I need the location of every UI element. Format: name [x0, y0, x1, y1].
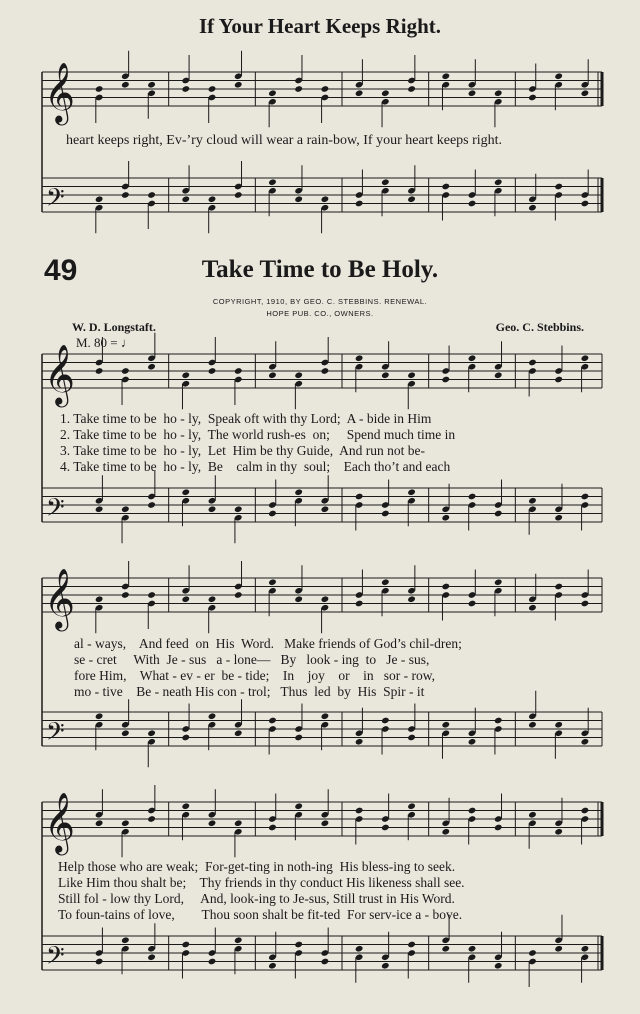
note-head	[468, 493, 477, 501]
verse-line: al - ways, And feed on His Word. Make friends of God’s chil-dren;	[74, 636, 462, 651]
note-head	[468, 738, 477, 746]
note-head	[407, 802, 416, 810]
note-head	[581, 354, 590, 362]
note-head	[208, 958, 217, 966]
note-head	[121, 819, 130, 827]
note-head	[208, 195, 217, 203]
note-head	[181, 941, 190, 949]
note-head	[95, 595, 104, 603]
note-head	[441, 514, 450, 522]
bass-clef: 𝄢	[46, 941, 65, 975]
note-head	[381, 371, 390, 379]
note-head	[528, 359, 537, 367]
note-head	[407, 595, 416, 603]
hymn-title: Take Time to Be Holy.	[201, 256, 439, 283]
note-head	[554, 376, 563, 384]
note-head	[321, 195, 330, 203]
note-head	[208, 85, 217, 93]
note-head	[441, 583, 450, 591]
verse-line: 4. Take time to be ho - ly, Be calm in thy soul; Each tho’t and each	[60, 459, 451, 474]
note-head	[321, 958, 330, 966]
note-head	[121, 81, 130, 89]
verse-line: Like Him thou shalt be; Thy friends in thy conduct His likeness shall see.	[58, 875, 465, 890]
verse-line: To foun-tains of love, Thou soon shalt be fit-ted For serv-ice a - bove.	[58, 907, 463, 922]
note-head	[381, 962, 390, 970]
note-head	[147, 81, 156, 89]
note-head	[381, 578, 390, 586]
note-head	[147, 363, 156, 371]
top-hymn-lyric: heart keeps right, Ev-’ry cloud will wear a rain-bow, If your heart keeps right.	[66, 133, 503, 148]
note-head	[407, 371, 416, 379]
note-head	[234, 819, 243, 827]
note-head	[468, 807, 477, 815]
composer: Geo. C. Stebbins.	[495, 320, 584, 334]
note-head	[528, 94, 537, 102]
note-head	[554, 183, 563, 191]
note-head	[268, 962, 277, 970]
note-head	[181, 371, 190, 379]
note-head	[181, 595, 190, 603]
note-head	[554, 945, 563, 953]
note-head	[234, 936, 243, 944]
note-head	[234, 81, 243, 89]
verse-line: Still fol - low thy Lord, And, look-ing to Je-sus, Still trust in His Word.	[58, 891, 455, 906]
tempo-marking: M. 80 = ♩	[76, 335, 134, 350]
note-head	[554, 583, 563, 591]
note-head	[294, 488, 303, 496]
note-head	[528, 497, 537, 505]
note-head	[554, 721, 563, 729]
treble-clef: 𝄞	[44, 62, 76, 123]
tempo-label: M. 80 =	[76, 335, 118, 350]
note-head	[234, 191, 243, 199]
note-head	[494, 371, 503, 379]
note-head	[121, 191, 130, 199]
note-head	[581, 493, 590, 501]
note-head	[268, 178, 277, 186]
note-head	[581, 600, 590, 608]
note-head	[147, 729, 156, 737]
note-head	[407, 734, 416, 742]
note-head	[321, 367, 330, 375]
note-head	[147, 501, 156, 509]
treble-clef: 𝄞	[44, 568, 76, 629]
treble-clef: 𝄞	[44, 344, 76, 405]
bass-clef: 𝄢	[46, 183, 65, 217]
note-head	[494, 89, 503, 97]
note-head	[294, 85, 303, 93]
note-head	[208, 712, 217, 720]
note-head	[468, 89, 477, 97]
note-head	[528, 204, 537, 212]
note-head	[407, 85, 416, 93]
note-head	[147, 191, 156, 199]
note-head	[268, 89, 277, 97]
note-head	[554, 72, 563, 80]
note-head	[321, 712, 330, 720]
note-head	[468, 945, 477, 953]
note-head	[321, 595, 330, 603]
note-head	[181, 802, 190, 810]
note-head	[181, 488, 190, 496]
note-head	[121, 729, 130, 737]
note-head	[381, 178, 390, 186]
top-hymn-title: If Your Heart Keeps Right.	[198, 14, 442, 38]
note-head	[355, 200, 364, 208]
note-head	[355, 807, 364, 815]
note-head	[121, 936, 130, 944]
note-head	[208, 367, 217, 375]
note-head	[95, 712, 104, 720]
note-head	[441, 376, 450, 384]
note-head	[268, 578, 277, 586]
note-head	[355, 600, 364, 608]
note-head	[181, 85, 190, 93]
note-head	[294, 371, 303, 379]
note-head	[581, 738, 590, 746]
note-head	[528, 811, 537, 819]
note-head	[121, 591, 130, 599]
note-head	[181, 734, 190, 742]
note-head	[321, 505, 330, 513]
note-head	[554, 828, 563, 836]
note-head	[441, 828, 450, 836]
note-head	[268, 371, 277, 379]
note-head	[294, 734, 303, 742]
owner-line: HOPE PUB. CO., OWNERS.	[266, 309, 374, 318]
note-head	[234, 729, 243, 737]
note-head	[208, 505, 217, 513]
copyright-line: COPYRIGHT, 1910, BY GEO. C. STEBBINS. RENEWAL.	[212, 297, 428, 306]
note-head	[494, 510, 503, 518]
note-head	[407, 941, 416, 949]
note-head	[95, 505, 104, 513]
note-head	[294, 941, 303, 949]
note-head	[95, 195, 104, 203]
note-head	[381, 717, 390, 725]
note-head	[208, 595, 217, 603]
note-head	[321, 819, 330, 827]
note-head	[441, 721, 450, 729]
note-head	[581, 200, 590, 208]
note-head	[294, 802, 303, 810]
verse-line: mo - tive Be - neath His con - trol; Thus led by His Spir - it	[74, 684, 425, 699]
note-head	[181, 195, 190, 203]
note-head	[294, 595, 303, 603]
note-head	[494, 962, 503, 970]
note-head	[355, 89, 364, 97]
note-head	[528, 604, 537, 612]
note-head	[381, 89, 390, 97]
note-head	[581, 945, 590, 953]
note-head	[581, 807, 590, 815]
note-head	[95, 958, 104, 966]
verse-line: 2. Take time to be ho - ly, The world rush-es on; Spend much time in	[60, 427, 456, 442]
note-head	[407, 488, 416, 496]
note-head	[468, 600, 477, 608]
note-head	[441, 183, 450, 191]
note-head	[95, 367, 104, 375]
note-head	[355, 738, 364, 746]
verse-line: 1. Take time to be ho - ly, Speak oft with thy Lord; A - bide in Him	[60, 411, 432, 426]
note-head	[121, 367, 130, 375]
note-head	[268, 824, 277, 832]
note-head	[441, 72, 450, 80]
note-head	[381, 510, 390, 518]
note-head	[268, 510, 277, 518]
treble-clef: 𝄞	[44, 792, 76, 853]
note-head	[355, 354, 364, 362]
note-head	[95, 819, 104, 827]
note-head	[554, 514, 563, 522]
note-head	[494, 178, 503, 186]
verse-line: se - cret With Je - sus a - lone— By look - ing to Je - sus,	[74, 652, 430, 667]
note-head	[494, 578, 503, 586]
note-head	[581, 89, 590, 97]
note-head	[441, 945, 450, 953]
note-head	[528, 721, 537, 729]
author: W. D. Longstaft.	[72, 320, 156, 334]
bass-clef: 𝄢	[46, 493, 65, 527]
note-head	[494, 717, 503, 725]
note-head	[234, 367, 243, 375]
note-head	[294, 195, 303, 203]
note-head	[234, 591, 243, 599]
note-head	[95, 85, 104, 93]
verse-line: fore Him, What - ev - er be - tide; In joy or in sor - row,	[74, 668, 436, 683]
note-head	[147, 815, 156, 823]
verse-line: Help those who are weak; For-get-ting in noth-ing His bless-ing to seek.	[58, 859, 456, 874]
verse-line: 3. Take time to be ho - ly, Let Him be thy Guide, And run not be-	[60, 443, 425, 458]
note-head	[381, 824, 390, 832]
note-head	[355, 945, 364, 953]
note-head	[494, 824, 503, 832]
note-head	[321, 85, 330, 93]
note-head	[147, 953, 156, 961]
note-head	[355, 493, 364, 501]
note-head	[208, 819, 217, 827]
note-head	[268, 717, 277, 725]
note-head	[121, 505, 130, 513]
note-head	[468, 354, 477, 362]
note-head	[407, 195, 416, 203]
note-head	[528, 949, 537, 957]
bass-clef: 𝄢	[46, 717, 65, 751]
hymn-number: 49	[44, 254, 78, 287]
note-head	[147, 591, 156, 599]
note-head	[468, 200, 477, 208]
note-head	[234, 505, 243, 513]
